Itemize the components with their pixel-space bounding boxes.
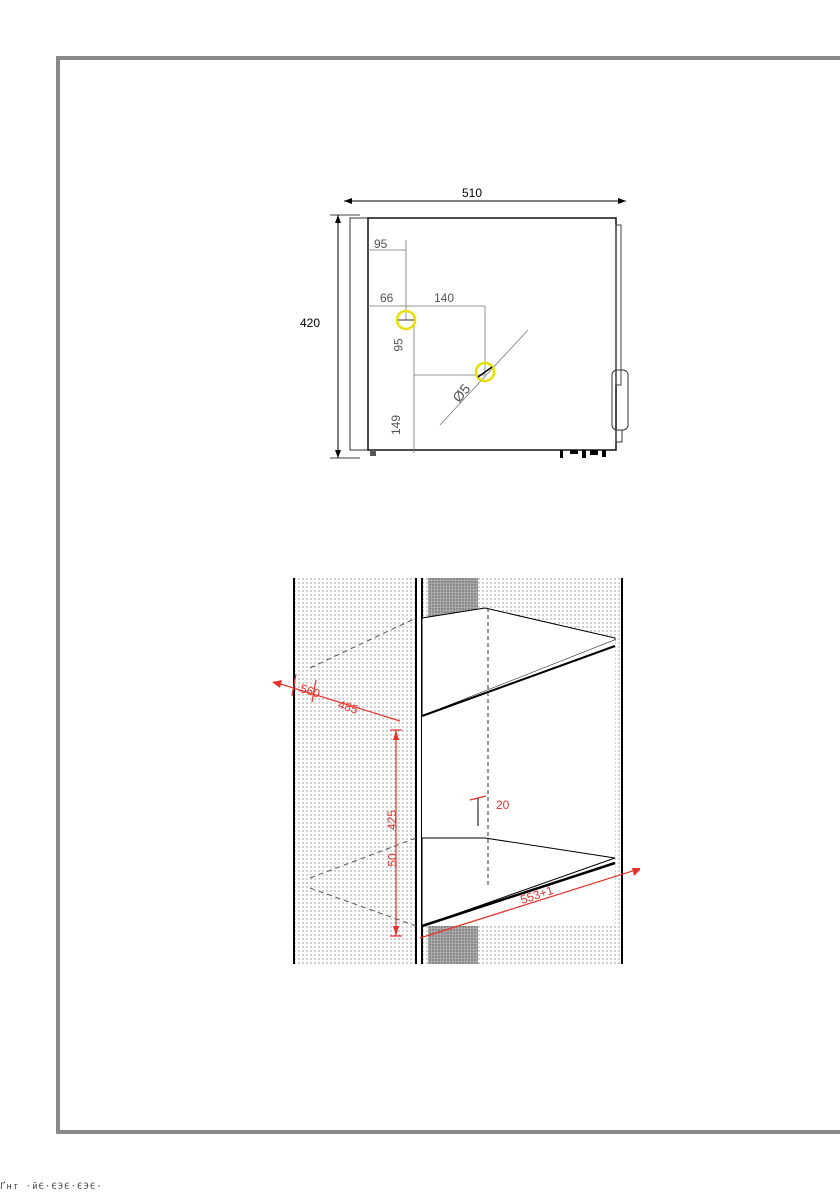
- dim-diameter: Ø5: [449, 380, 474, 406]
- width-label: 510: [462, 186, 483, 200]
- dim-20: 20: [496, 798, 510, 812]
- dim-95-vert: 95: [391, 338, 406, 352]
- side-view-drawing: [290, 185, 640, 475]
- dim-553: 553+1: [518, 883, 556, 907]
- dim-149: 149: [389, 414, 404, 436]
- height-label: 420: [300, 316, 321, 330]
- dim-140: 140: [434, 291, 455, 305]
- dim-66: 66: [380, 291, 394, 305]
- dim-425: 425: [385, 809, 400, 831]
- dim-50: 50: [385, 853, 400, 867]
- page-footer: Ґнт ·йЄ·ЄЭЄ·ЄЭЄ·: [0, 1182, 103, 1192]
- niche-installation-drawing: [270, 578, 640, 964]
- dim-485: 485: [336, 697, 360, 717]
- dim-95-top: 95: [374, 237, 388, 251]
- dim-560: 560: [298, 681, 322, 701]
